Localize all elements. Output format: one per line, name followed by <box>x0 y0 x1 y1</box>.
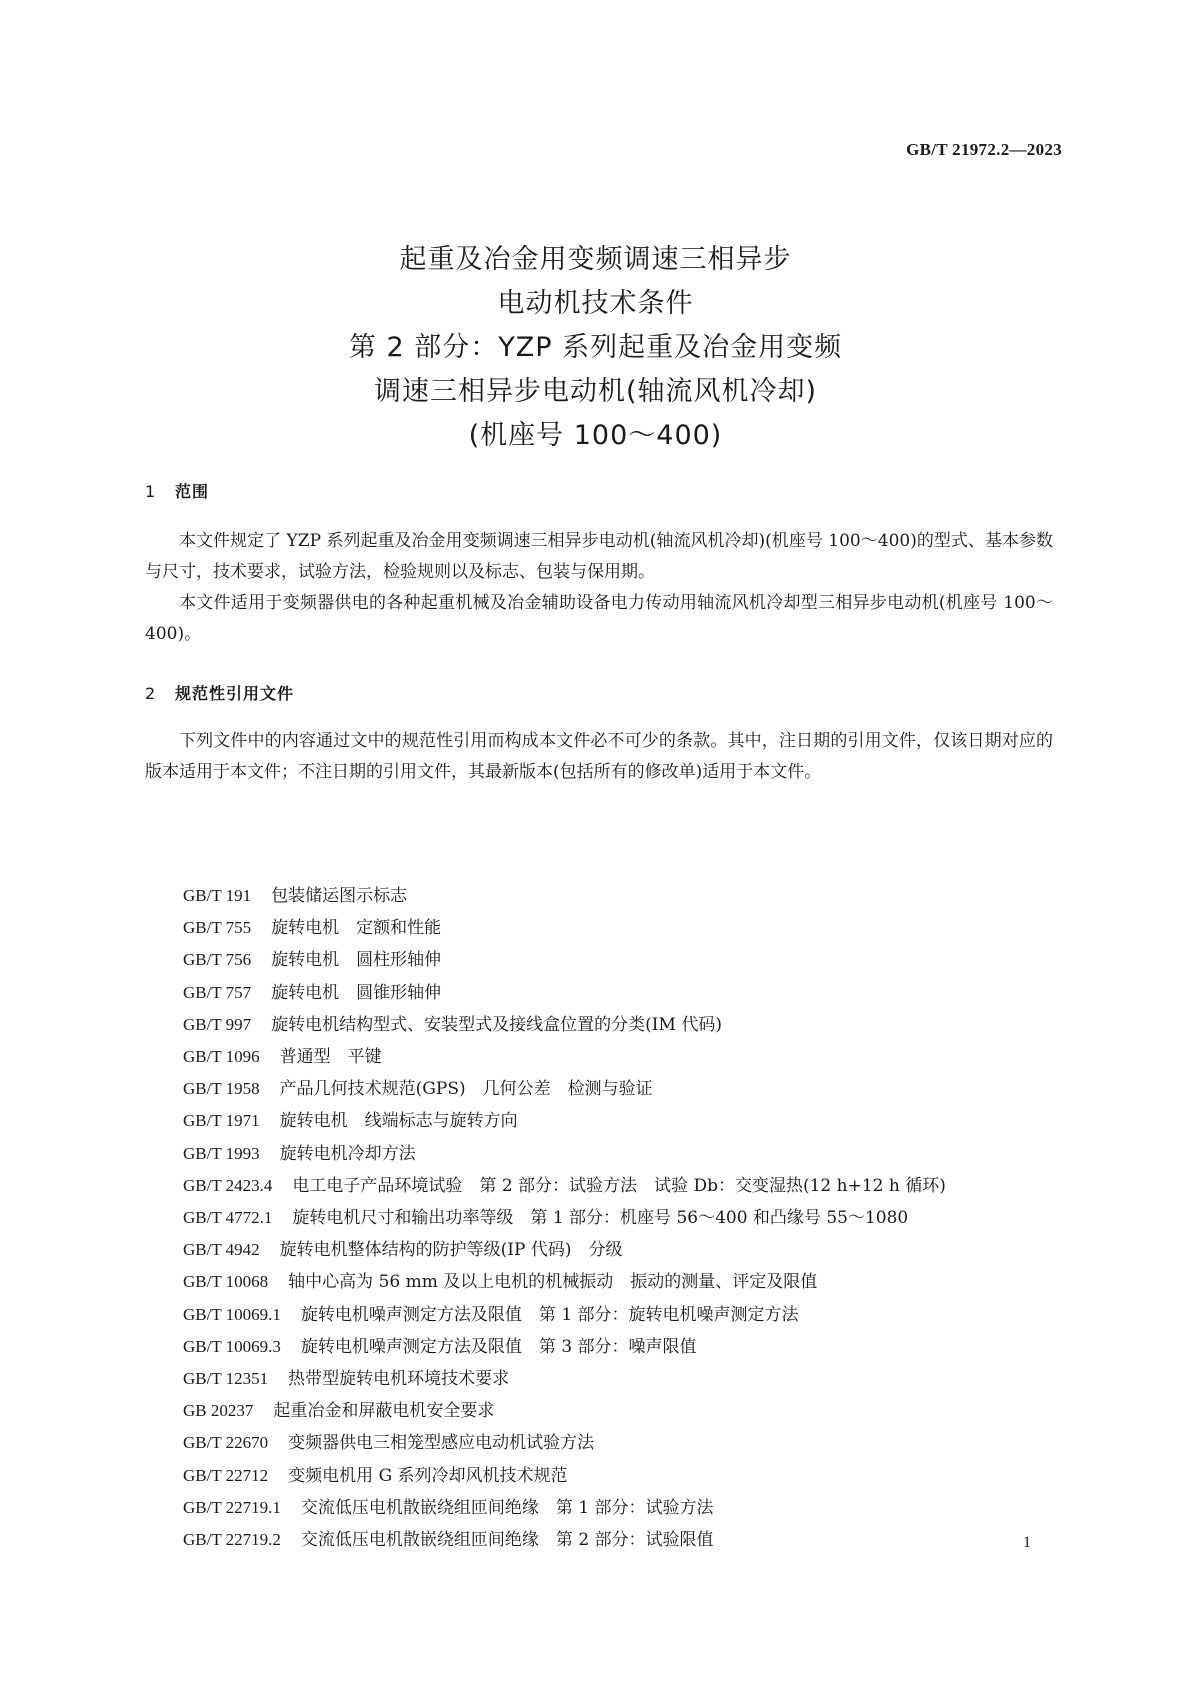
references-intro-paragraph: 下列文件中的内容通过文中的规范性引用而构成本文件必不可少的条款。其中，注日期的引用文件，仅该日期对应的版本适用于本文件；不注日期的引用文件，其最新版本(包括所有的修改单)适用于本文件。 <box>145 731 1053 782</box>
document-title <box>0 238 1191 458</box>
list-item <box>183 1331 946 1363</box>
list-item <box>183 1234 946 1266</box>
list-item <box>183 1460 946 1492</box>
list-item <box>183 1138 946 1170</box>
reference-code: GB/T 22670 <box>183 1433 269 1453</box>
reference-title: 旋转电机 定额和性能 <box>271 918 442 939</box>
reference-code: GB/T 4772.1 <box>183 1208 273 1228</box>
list-item <box>183 977 946 1009</box>
reference-title: 交流低压电机散嵌绕组匝间绝缘 第 1 部分：试验方法 <box>300 1497 714 1518</box>
reference-title: 旋转电机结构型式、安装型式及接线盒位置的分类(IM 代码) <box>271 1014 722 1035</box>
list-item <box>183 1427 946 1459</box>
list-item <box>183 1073 946 1105</box>
section-heading-scope <box>145 479 209 502</box>
reference-title: 普通型 平键 <box>279 1047 382 1068</box>
reference-code: GB/T 22719.1 <box>183 1497 281 1517</box>
reference-code: GB/T 757 <box>183 982 252 1002</box>
reference-title: 旋转电机冷却方法 <box>279 1143 416 1164</box>
list-item <box>183 1170 946 1202</box>
list-item <box>183 1492 946 1524</box>
title-line: 调速三相异步电动机(轴流风机冷却) <box>373 376 818 407</box>
title-line: (机座号 100～400) <box>468 420 723 451</box>
reference-code: GB/T 10068 <box>183 1272 269 1292</box>
reference-title: 起重冶金和屏蔽电机安全要求 <box>273 1401 495 1422</box>
reference-title: 轴中心高为 56 mm 及以上电机的机械振动 振动的测量、评定及限值 <box>288 1272 818 1293</box>
reference-title: 产品几何技术规范(GPS) 几何公差 检测与验证 <box>279 1079 653 1100</box>
scope-paragraph: 本文件规定了 YZP 系列起重及冶金用变频调速三相异步电动机(轴流风机冷却)(机座号 100～400)的型式、基本参数与尺寸，技术要求，试验方法，检验规则以及标志、包装与保用期。 <box>145 531 1053 582</box>
reference-code: GB/T 2423.4 <box>183 1175 273 1195</box>
reference-code: GB/T 22712 <box>183 1465 269 1485</box>
reference-title: 旋转电机尺寸和输出功率等级 第 1 部分：机座号 56～400 和凸缘号 55～1080 <box>292 1208 909 1229</box>
list-item <box>183 944 946 976</box>
reference-title: 变频电机用 G 系列冷却风机技术规范 <box>288 1465 568 1486</box>
reference-title: 旋转电机噪声测定方法及限值 第 1 部分：旋转电机噪声测定方法 <box>300 1304 799 1325</box>
list-item <box>183 1009 946 1041</box>
list-item <box>183 1041 946 1073</box>
list-item <box>183 1105 946 1137</box>
standard-code: GB/T 21972.2—2023 <box>906 140 1062 159</box>
list-item <box>183 1299 946 1331</box>
reference-code: GB/T 4942 <box>183 1240 260 1260</box>
list-item <box>183 912 946 944</box>
list-item <box>183 1524 946 1556</box>
title-line: 起重及冶金用变频调速三相异步 <box>399 244 792 275</box>
reference-code: GB/T 1958 <box>183 1079 260 1099</box>
list-item <box>183 1395 946 1427</box>
reference-code: GB/T 756 <box>183 950 252 970</box>
reference-title: 旋转电机 圆锥形轴伸 <box>271 982 442 1003</box>
reference-code: GB/T 12351 <box>183 1369 269 1389</box>
scope-paragraph: 本文件适用于变频器供电的各种起重机械及冶金辅助设备电力传动用轴流风机冷却型三相异步电动机(机座号 100～400)。 <box>145 593 1053 644</box>
reference-title: 旋转电机整体结构的防护等级(IP 代码) 分级 <box>279 1240 623 1261</box>
reference-code: GB/T 755 <box>183 918 252 938</box>
section-title: 范围 <box>175 482 210 501</box>
section-heading-normative-references <box>145 681 294 704</box>
reference-code: GB/T 10069.1 <box>183 1304 281 1324</box>
reference-list <box>183 880 946 1556</box>
reference-code: GB/T 10069.3 <box>183 1336 281 1356</box>
reference-code: GB/T 191 <box>183 886 252 905</box>
title-line: 电动机技术条件 <box>497 288 694 319</box>
reference-code: GB/T 1971 <box>183 1111 260 1131</box>
reference-title: 交流低压电机散嵌绕组匝间绝缘 第 2 部分：试验限值 <box>300 1530 714 1551</box>
reference-title: 旋转电机 线端标志与旋转方向 <box>279 1111 518 1132</box>
reference-code: GB 20237 <box>183 1401 254 1421</box>
reference-code: GB/T 22719.2 <box>183 1530 281 1550</box>
page-number: 1 <box>1023 1534 1031 1551</box>
section-title: 规范性引用文件 <box>175 684 295 703</box>
reference-code: GB/T 1993 <box>183 1143 260 1163</box>
section-number: 2 <box>145 684 157 703</box>
reference-title: 包装储运图示标志 <box>271 886 408 906</box>
list-item <box>183 880 946 912</box>
reference-code: GB/T 997 <box>183 1014 252 1034</box>
reference-title: 热带型旋转电机环境技术要求 <box>288 1369 510 1390</box>
list-item <box>183 1202 946 1234</box>
list-item <box>183 1363 946 1395</box>
reference-title: 旋转电机噪声测定方法及限值 第 3 部分：噪声限值 <box>300 1336 697 1357</box>
list-item <box>183 1266 946 1298</box>
section-number: 1 <box>145 482 157 501</box>
reference-title: 变频器供电三相笼型感应电动机试验方法 <box>288 1433 595 1454</box>
title-line: 第 2 部分：YZP 系列起重及冶金用变频 <box>348 332 843 363</box>
reference-title: 电工电子产品环境试验 第 2 部分：试验方法 试验 Db：交变湿热(12 h+12 h 循环) <box>292 1175 946 1196</box>
reference-code: GB/T 1096 <box>183 1047 260 1067</box>
reference-title: 旋转电机 圆柱形轴伸 <box>271 950 442 971</box>
